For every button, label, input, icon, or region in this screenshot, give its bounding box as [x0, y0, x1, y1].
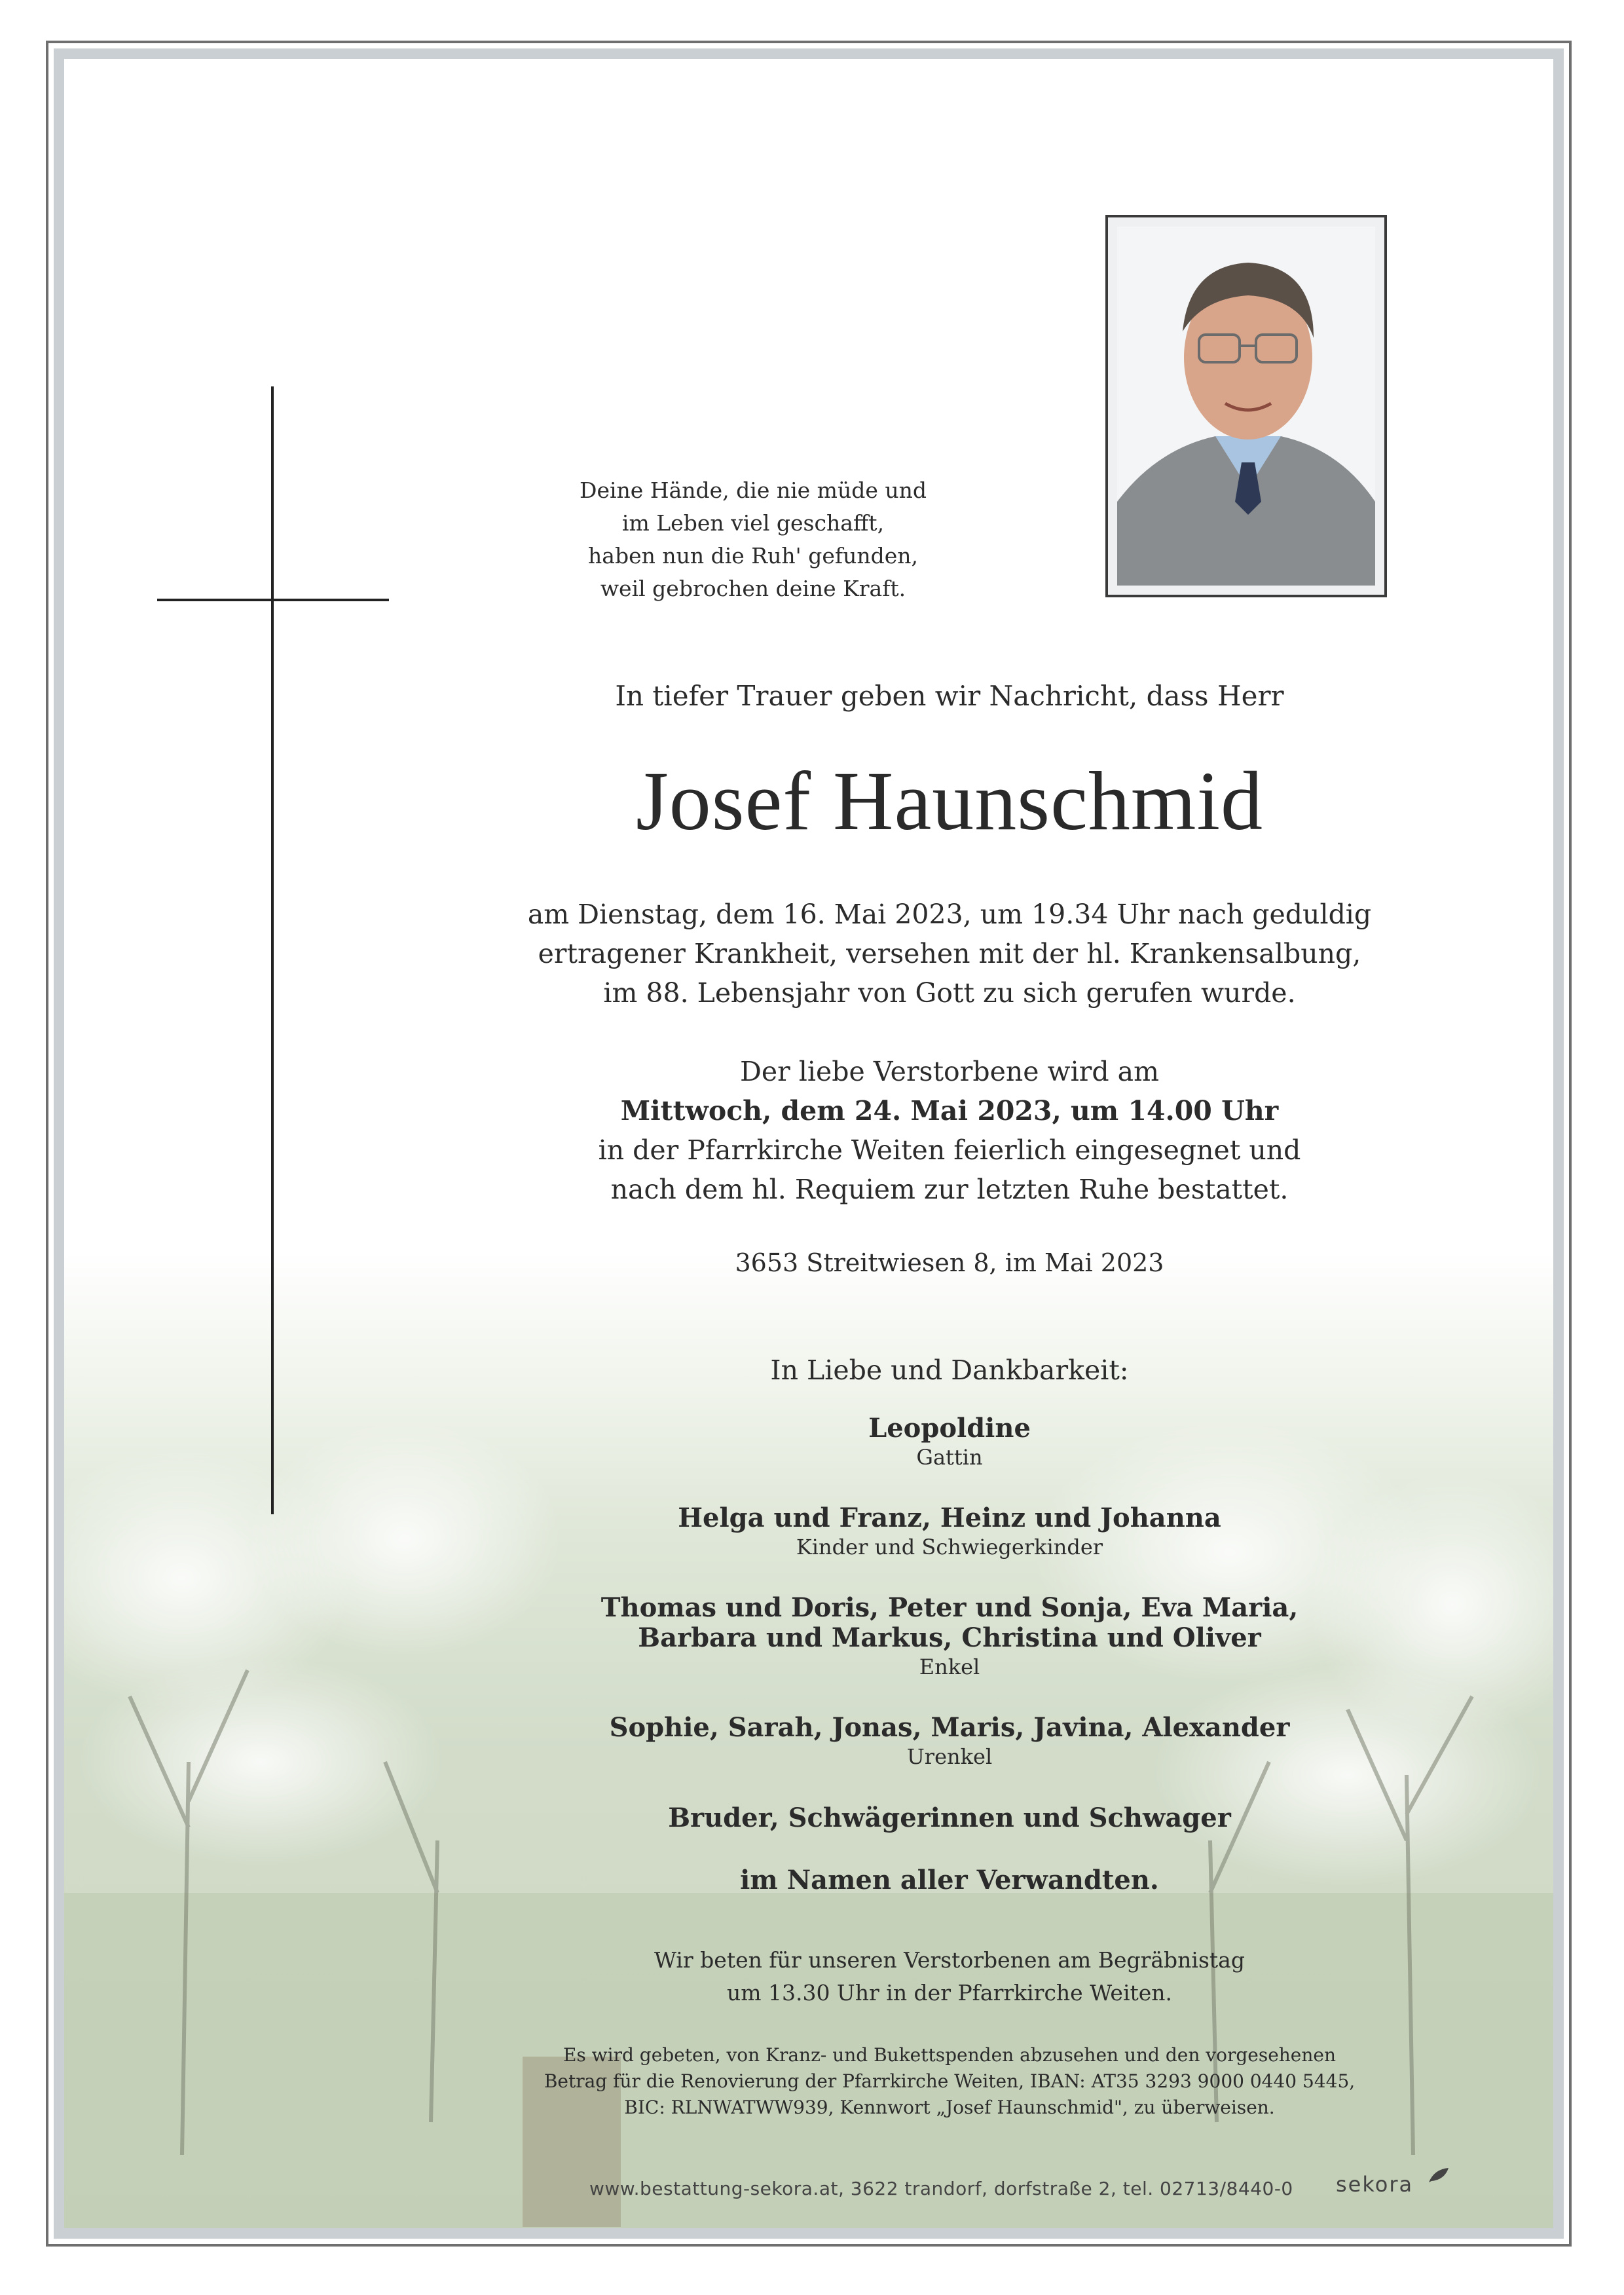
family-names: Leopoldine — [868, 1413, 1031, 1444]
portrait-photo — [1105, 215, 1387, 597]
donation-note — [498, 2042, 1401, 2121]
poem-line: im Leben viel geschafft, — [621, 510, 885, 536]
donation-line: Es wird gebeten, von Kranz- und Bukettspenden abzusehen und den vorgesehenen — [563, 2044, 1337, 2066]
paragraph-line: im 88. Lebensjahr von Gott zu sich gerufen wurde. — [603, 977, 1296, 1009]
poem-line: haben nun die Ruh' gefunden, — [588, 543, 918, 569]
place-and-date: 3653 Streitwiesen 8, im Mai 2023 — [735, 1248, 1164, 1277]
sekora-logo: sekora — [1336, 2172, 1414, 2197]
death-paragraph — [498, 895, 1401, 1013]
family-group-spouse — [498, 1413, 1401, 1471]
poem-line: weil gebrochen deine Kraft. — [600, 576, 906, 601]
portrait-image — [1117, 227, 1375, 586]
request-line: Wir beten für unseren Verstorbenen am Begräbnistag — [654, 1947, 1245, 1973]
paragraph-line: Der liebe Verstorbene wird am — [740, 1056, 1159, 1087]
family-names: Barbara und Markus, Christina und Oliver — [638, 1622, 1261, 1653]
request-line: um 13.30 Uhr in der Pfarrkirche Weiten. — [726, 1980, 1173, 2006]
family-relation: Gattin — [916, 1445, 983, 1470]
memorial-poem — [485, 474, 1022, 605]
paragraph-line: ertragener Krankheit, versehen mit der hl. Krankensalbung, — [538, 938, 1361, 969]
paragraph-line: am Dienstag, dem 16. Mai 2023, um 19.34 Uhr nach geduldig — [527, 899, 1372, 930]
family-names: Sophie, Sarah, Jonas, Maris, Javina, Alexander — [609, 1712, 1290, 1743]
family-group-grandchildren — [498, 1593, 1401, 1681]
family-group-great-grandchildren — [498, 1713, 1401, 1770]
paragraph-line: in der Pfarrkirche Weiten feierlich eingesegnet und — [598, 1134, 1301, 1166]
thanks-heading: In Liebe und Dankbarkeit: — [770, 1354, 1129, 1386]
poem-line: Deine Hände, die nie müde und — [580, 477, 927, 503]
prayer-request — [498, 1944, 1401, 2009]
cross-horizontal-bar — [157, 599, 389, 601]
siblings-line: Bruder, Schwägerinnen und Schwager — [668, 1802, 1231, 1833]
family-relation: Enkel — [919, 1654, 980, 1679]
donation-line: Betrag für die Renovierung der Pfarrkirche Weiten, IBAN: AT35 3293 9000 0440 5445, — [544, 2070, 1356, 2092]
leaf-icon — [1428, 2167, 1450, 2184]
funeral-home-footer: www.bestattung-sekora.at, 3622 trandorf, dorfstraße 2, tel. 02713/8440-0 — [589, 2178, 1293, 2199]
family-names: Helga und Franz, Heinz und Johanna — [678, 1502, 1221, 1533]
announcement-intro: In tiefer Trauer geben wir Nachricht, dass Herr — [615, 680, 1284, 712]
family-names: Thomas und Doris, Peter und Sonja, Eva Maria, — [600, 1592, 1299, 1623]
paragraph-line: nach dem hl. Requiem zur letzten Ruhe bestattet. — [610, 1174, 1289, 1205]
donation-line: BIC: RLNWATWW939, Kennwort „Josef Haunschmid", zu überweisen. — [624, 2097, 1275, 2118]
deceased-name: Josef Haunschmid — [635, 755, 1264, 848]
cross-vertical-bar — [271, 386, 274, 1514]
relatives-line: im Namen aller Verwandten. — [740, 1865, 1159, 1895]
funeral-date: Mittwoch, dem 24. Mai 2023, um 14.00 Uhr — [620, 1095, 1279, 1127]
family-group-children — [498, 1503, 1401, 1561]
family-relation: Urenkel — [906, 1744, 993, 1769]
funeral-paragraph — [498, 1052, 1401, 1209]
family-relation: Kinder und Schwiegerkinder — [796, 1535, 1103, 1559]
